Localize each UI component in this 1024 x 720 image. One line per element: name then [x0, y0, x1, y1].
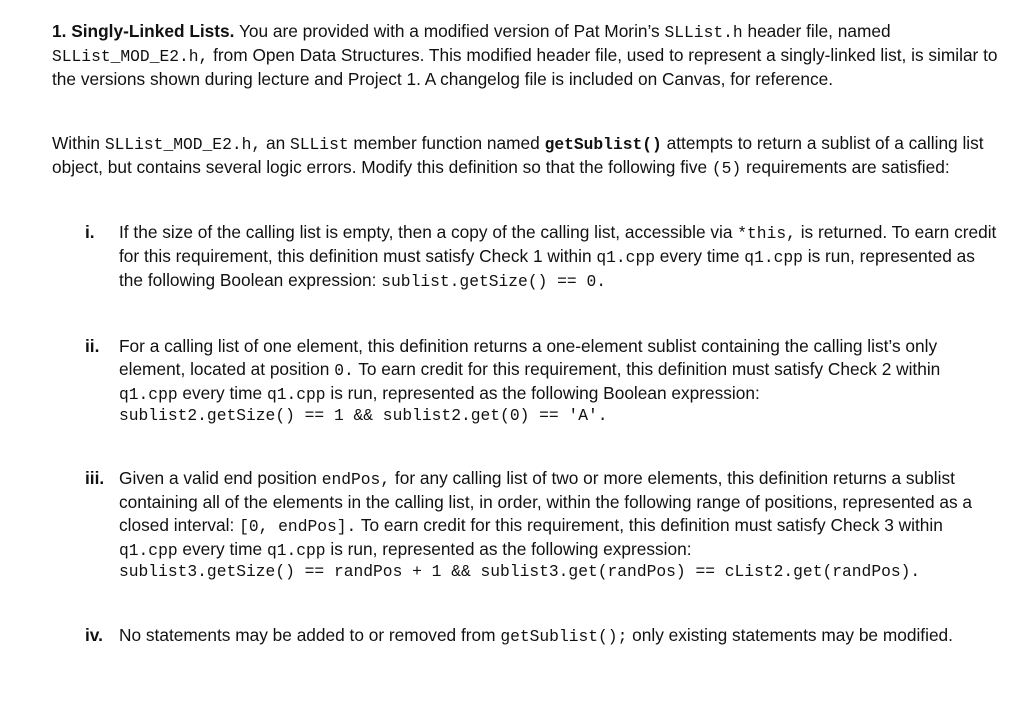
code-five: (5)	[711, 159, 742, 178]
requirement-i: i. If the size of the calling list is empty, then a copy of the calling list, accessible via *this, is returned. To earn credit for this requirement, this definition must satisfy Check 1 within q1.cpp every time q1.cpp is run, represented as the following Boolean expression: sublist.getSize() == 0.	[85, 222, 997, 291]
code-getsublist: getSublist()	[544, 135, 662, 154]
requirement-ii: ii. For a calling list of one element, this definition returns a one-element sublist containing the calling list’s only element, located at position 0. To earn credit for this requirement, this definition must satisfy Check 2 within q1.cpp every time q1.cpp is run, represented as the following Boolean expression: sublist2.getSize() == 1 && sublist2.get(0) == 'A'.	[119, 335, 999, 426]
code-header-name: SLList_MOD_E2.h,	[52, 47, 209, 66]
code-header-name: SLList_MOD_E2.h,	[104, 135, 262, 154]
check-expression: sublist.getSize() == 0.	[381, 272, 606, 291]
task-paragraph: Within SLList_MOD_E2.h, an SLList member function named getSublist() attempts to return a sublist of a calling list object, but contains several logic errors. Modify this definition so that the following five (5) requirements are satisfied:	[52, 133, 984, 178]
intro-paragraph: 1. Singly-Linked Lists. You are provided with a modified version of Pat Morin’s SLList.h header file, named SLList_MOD_E2.h, from Open Data Structures. This modified header file, used to represent a singly-linked list, is similar to the versions shown during lecture and Project 1. A changelog file is included on Canvas, for reference.	[52, 21, 998, 89]
requirement-iii: iii. Given a valid end position endPos, for any calling list of two or more elements, this definition returns a sublist containing all of the elements in the calling list, in order, within the following range of positions, represented as a closed interval: [0, endPos]. To earn credit for this requirement, this definition must satisfy Check 3 within q1.cpp every time q1.cpp is run, represented as the following expression: sublist3.getSize() == randPos + 1 && sublist3.get(randPos) == cList2.get(randPos).	[119, 467, 999, 582]
code-sllist: SLList	[289, 135, 349, 154]
code-sllist-h: SLList.h	[664, 23, 743, 42]
requirement-number: ii.	[85, 336, 100, 356]
requirement-number: i.	[85, 222, 95, 242]
question-heading: 1. Singly-Linked Lists.	[52, 21, 235, 41]
check-expression: sublist3.getSize() == randPos + 1 && sublist3.get(randPos) == cList2.get(randPos).	[119, 562, 921, 581]
requirement-iv: iv. No statements may be added to or removed from getSublist(); only existing statements may be modified.	[85, 625, 953, 646]
requirement-number: iii.	[85, 468, 105, 488]
requirement-number: iv.	[85, 625, 103, 645]
check-expression: sublist2.getSize() == 1 && sublist2.get(0) == 'A'.	[119, 406, 608, 425]
